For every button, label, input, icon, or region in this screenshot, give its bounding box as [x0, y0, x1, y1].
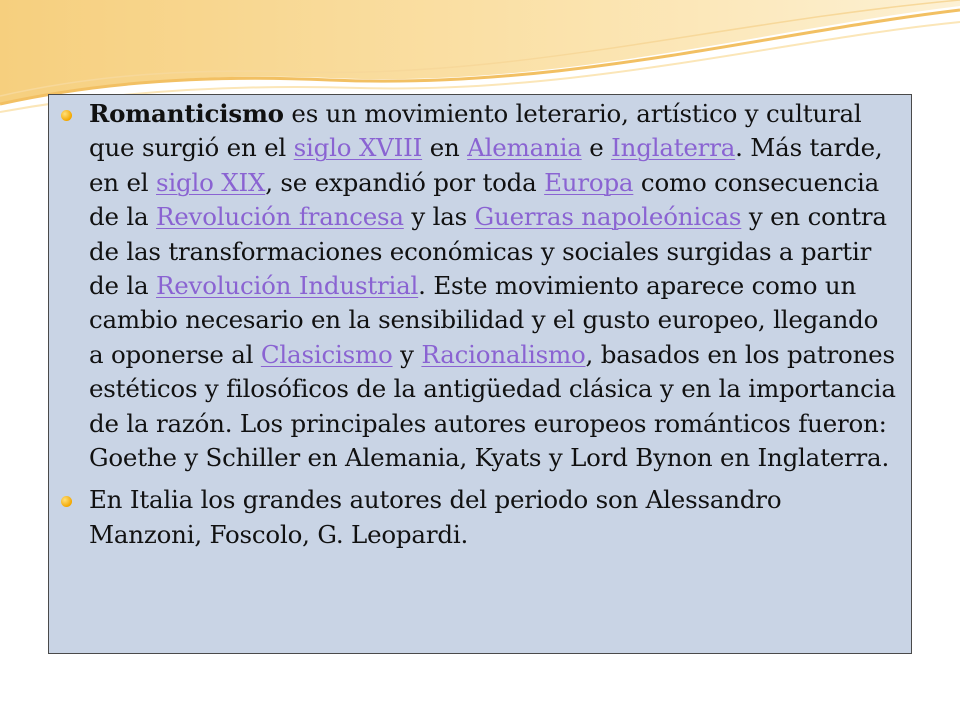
text-segment: En Italia los grandes autores del periodo son Alessandro Manzoni, Foscolo, G. Leopardi.: [89, 485, 782, 549]
term-romanticismo: Romanticismo: [89, 99, 284, 128]
text-segment: . Más tarde, en el: [89, 133, 883, 197]
link-alemania[interactable]: Alemania: [467, 133, 582, 163]
link-revolucion-francesa[interactable]: Revolución francesa: [156, 202, 404, 232]
bullet-dot-icon: [61, 496, 72, 507]
text-segment: . Este movimiento aparece como un cambio necesario en la sensibilidad y el gusto europeo, llegando a oponerse al: [89, 271, 879, 369]
bullet-list: [89, 97, 897, 552]
text-segment: en: [422, 133, 468, 163]
link-racionalismo[interactable]: Racionalismo: [421, 339, 586, 369]
text-segment: , basados en los patrones estéticos y filosóficos de la antigüedad clásica y en la importancia de la razón. Los principales autores europeos románticos fueron: Goethe y Schiller en Alemania, Kyats y Lord Bynon en Inglaterra.: [89, 339, 896, 473]
link-guerras-napoleonicas[interactable]: Guerras napoleónicas: [474, 202, 742, 232]
text-segment: y las: [403, 202, 475, 232]
text-segment: es un movimiento leterario, artístico y cultural que surgió en el: [89, 99, 862, 163]
text-segment: y en contra de las transformaciones económicas y sociales surgidas a partir de la: [89, 202, 887, 301]
link-revolucion-industrial[interactable]: Revolución Industrial: [156, 271, 419, 301]
text-segment: e: [581, 133, 612, 163]
bullet-dot-icon: [61, 110, 72, 121]
link-clasicismo[interactable]: Clasicismo: [260, 339, 393, 369]
text-segment: y: [392, 339, 422, 369]
text-segment: , se expandió por toda: [265, 167, 545, 197]
bullet-item-italia: [89, 483, 897, 552]
link-inglaterra[interactable]: Inglaterra: [611, 133, 736, 163]
content-panel: [48, 94, 912, 654]
text-segment: como consecuencia de la: [89, 167, 880, 232]
link-europa[interactable]: Europa: [544, 167, 634, 197]
bullet-item-romanticismo: [89, 97, 897, 475]
link-siglo-xix[interactable]: siglo XIX: [156, 167, 266, 197]
link-siglo-xviii[interactable]: siglo XVIII: [293, 133, 423, 163]
